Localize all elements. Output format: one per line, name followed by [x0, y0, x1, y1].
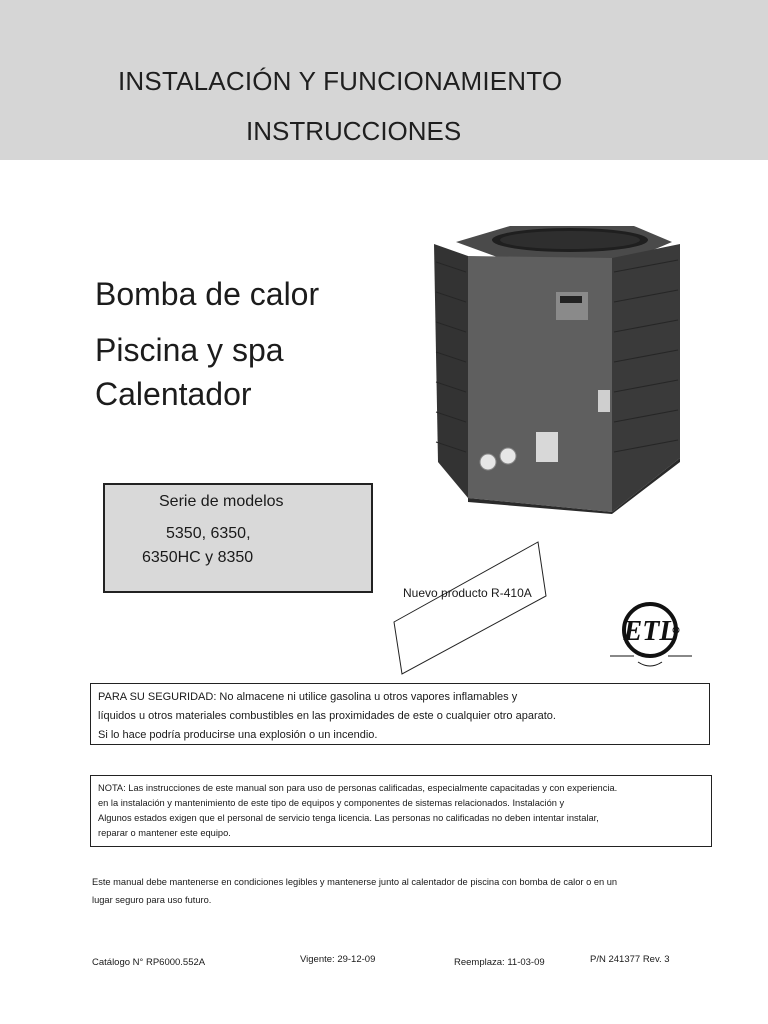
safety-line: Si lo hace podría producirse una explosión o un incendio.	[98, 729, 378, 741]
title-heat-pump: Bomba de calor	[95, 276, 320, 312]
title-heater: Calentador	[95, 376, 252, 412]
svg-text:ETL: ETL	[623, 616, 677, 647]
new-product-label: Nuevo producto R-410A	[403, 586, 532, 600]
footer-valid-date: Vigente: 29-12-09	[300, 954, 376, 965]
footer-replaces-date: Reemplaza: 11-03-09	[454, 957, 545, 968]
safety-line: líquidos u otros materiales combustibles en las proximidades de este o cualquier otro aparato.	[98, 710, 556, 722]
footer-part-number: P/N 241377 Rev. 3	[590, 954, 670, 965]
model-series-list-1: 5350, 6350,	[166, 525, 251, 542]
keep-manual-line: lugar seguro para uso futuro.	[92, 895, 212, 905]
note-line: en la instalación y mantenimiento de este tipo de equipos y componentes de sistemas relacionados. Instalación y	[98, 798, 565, 808]
note-box	[90, 775, 712, 847]
header-subtitle: INSTRUCCIONES	[246, 116, 462, 146]
note-line: Algunos estados exigen que el personal de servicio tenga licencia. Las personas no calificadas no deben intentar instalar,	[98, 813, 599, 823]
etl-certification-logo	[610, 600, 692, 678]
footer-catalog-number: Catálogo N° RP6000.552A	[92, 957, 206, 968]
model-series-list-2: 6350HC y 8350	[142, 549, 254, 566]
note-line: NOTA: Las instrucciones de este manual son para uso de personas calificadas, especialmente capacitadas y con experiencia.	[98, 783, 618, 793]
model-series-box	[103, 483, 373, 593]
header-title: INSTALACIÓN Y FUNCIONAMIENTO	[118, 66, 563, 96]
model-series-heading: Serie de modelos	[159, 493, 284, 510]
heat-pump-unit-image	[428, 222, 686, 514]
safety-warning-box	[90, 683, 710, 745]
title-pool-spa: Piscina y spa	[95, 332, 284, 368]
keep-manual-notice	[92, 873, 617, 909]
safety-line: PARA SU SEGURIDAD: No almacene ni utilice gasolina u otros vapores inflamables y	[98, 691, 518, 703]
note-line: reparar o mantener este equipo.	[98, 828, 231, 838]
new-product-frame	[392, 540, 548, 676]
keep-manual-line: Este manual debe mantenerse en condiciones legibles y mantenerse junto al calentador de piscina con bomba de calor o en un	[92, 877, 618, 887]
